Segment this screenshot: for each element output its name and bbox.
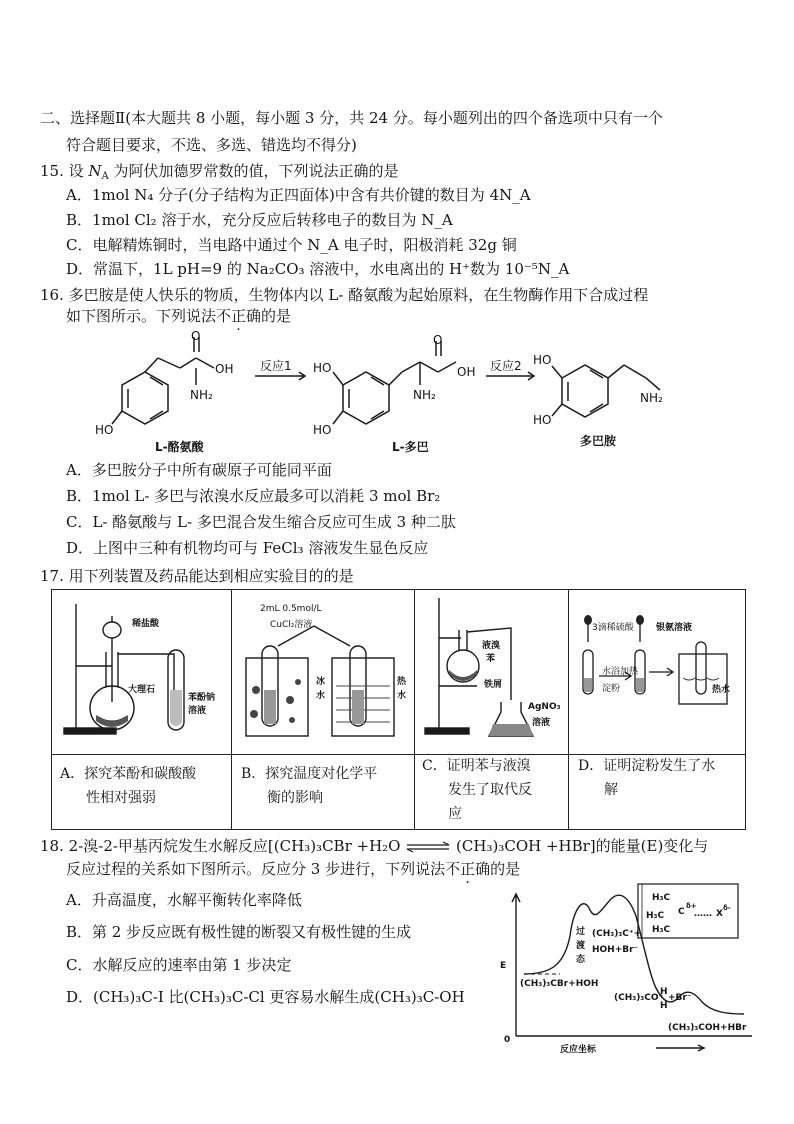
dopa-ho-bottom-label: HO [313,423,332,437]
label-silver-ammonia: 银氨溶液 [656,623,693,633]
label-dilute-hcl: 稀盐酸 [132,619,160,629]
box-carbon: C [678,907,685,917]
ts-label-2: 渡 [576,941,586,951]
caption-d: D．证明淀粉发生了水 解 [578,758,716,798]
label-hot-1: 热 [397,677,407,687]
energy-diagram [490,876,760,1056]
label-iron-filings: 铁屑 [484,680,503,690]
q18-option-a: A．升高温度，水解平衡转化率降低 [66,891,302,909]
dopa-nh2-label: NH₂ [413,388,436,402]
box-h3c-2: H₃C [646,911,665,921]
q15-option-c: C．电解精炼铜时，当电路中通过个 N_A 电子时，阳极消耗 32g 铜 [66,236,517,254]
q18-stem-line-1: 18. 2-溴-2-甲基丙烷发生水解反应[(CH₃)₃CBr +H₂O (CH₃)₃COH +HBr]的能量(E)变化与 [40,837,709,855]
box-x: X [716,909,723,919]
caption-b: B．探究温度对化学平 衡的影响 [241,766,378,806]
q16-stem-line-2: 如下图所示。下列说法不正确的是 [66,307,292,325]
emphasis-not-correct: 不正确 [216,307,262,325]
q15-number: 15. [40,162,64,180]
label-starch: 淀粉 [602,684,621,694]
dopamine-name: 多巴胺 [580,434,617,448]
q16-option-b: B．1mol L- 多巴与浓溴水反应最多可以消耗 3 mol Br₂ [66,487,441,505]
label-hot-water: 热水 [712,685,731,695]
dopamine-ho-top-label: HO [533,353,552,367]
label-reagent-cucl2: CuCl₂溶液 [270,620,313,630]
label-water-bath: 水浴加热 [602,667,639,677]
tyrosine-o-label: O [191,330,201,343]
dopa-name: L-多巴 [392,440,429,454]
label-marble: 大理石 [128,685,156,695]
q15-option-b: B．1mol Cl₂ 溶于水，充分反应后转移电子的数目为 N_A [66,211,453,229]
q15-stem: 15. 设 $N_A$ 为阿伏加德罗常数的值，下列说法正确的是 [40,162,399,182]
apparatus-d-drawing [569,590,745,754]
box-delta-minus: δ- [723,904,731,912]
dopamine-nh2-label: NH₂ [640,391,663,405]
q15-option-a: A．1mol N₄ 分子(分子结构为正四面体)中含有共价键的数目为 4N_A [66,186,531,204]
q18-number: 18. [40,837,64,855]
x-axis-label: 反应坐标 [560,1045,597,1055]
q16-number: 16. [40,286,64,304]
q17-apparatus-table [51,589,746,830]
label-phenolate-2: 溶液 [188,706,207,716]
emphasis-not-correct: 不正确 [445,860,491,878]
q18-option-b: B．第 2 步反应既有极性键的断裂又有极性键的生成 [66,923,412,941]
tyrosine-nh2-label: NH₂ [190,388,213,402]
box-h3c-3: H₃C [652,925,671,935]
oxonium-br: +Br⁻ [668,993,692,1003]
label-agno3-solution: 溶液 [532,718,551,728]
oxonium-h2: H [660,1001,668,1011]
origin-label: 0 [504,1035,511,1045]
label-phenolate-1: 苯酚钠 [188,693,216,703]
label-agno3: AgNO₃ [528,702,561,712]
oxonium-label: (CH₃)₃CO⁺ [614,993,664,1003]
q18-stem-line-2: 反应过程的关系如下图所示。反应分 3 步进行，下列说法不正确的是 [66,860,521,878]
q18-option-c: C．水解反应的速率由第 1 步决定 [66,956,292,974]
q17-stem: 17. 用下列装置及药品能达到相应实验目的的是 [40,567,354,585]
apparatus-c-drawing [415,590,568,754]
q16-option-a: A．多巴胺分子中所有碳原子可能同平面 [66,461,332,479]
intermediate-label-1: (CH₃)₃C⁺+ [592,929,642,939]
e-axis-label: E [500,961,507,971]
apparatus-b-drawing [232,590,414,754]
equilibrium-arrow [405,841,451,853]
ts-label-1: 过 [576,927,586,937]
arrow-2-label: 反应2 [490,359,522,373]
q16-option-c: C．L- 酪氨酸与 L- 多巴混合发生缩合反应可生成 3 种二肽 [66,513,456,531]
tyrosine-ho-label: HO [95,423,114,437]
section-header-line-1: 二、选择题Ⅱ(本大题共 8 小题，每小题 3 分，共 24 分。每小题列出的四个备选项中只有一个 [40,109,663,127]
box-h3c-1: H₃C [652,893,671,903]
apparatus-a-drawing [52,590,231,754]
tyrosine-name: L-酪氨酸 [155,440,204,454]
dopa-o-label: O [433,333,443,347]
q15-option-d: D．常温下，1L pH=9 的 Na₂CO₃ 溶液中，水电离出的 H⁺数为 10⁻⁵N_A [66,260,570,278]
q18-option-d: D．(CH₃)₃C-I 比(CH₃)₃C-Cl 更容易水解生成(CH₃)₃C-OH [66,988,465,1006]
dopamine-ho-bottom-label: HO [533,413,552,427]
label-liquid-bromine: 液溴 [482,641,501,651]
box-dots: …… [694,909,712,919]
box-delta-plus: δ+ [686,902,697,910]
label-dilute-sulfuric: 3滴稀硫酸 [592,623,634,633]
label-ice-2: 水 [316,691,326,701]
label-ice-1: 冰 [316,677,326,687]
q16-stem-line-1: 16. 多巴胺是使人快乐的物质，生物体内以 L- 酪氨酸为起始原料，在生物酶作用下合成过程 [40,286,649,304]
arrow-1-label: 反应1 [260,359,292,373]
q16-option-d: D．上图中三种有机物均可与 FeCl₃ 溶液发生显色反应 [66,539,429,557]
q16-reaction-scheme [0,330,794,455]
tyrosine-oh-label: OH [215,362,234,376]
oxonium-h1: H [660,987,668,997]
ts-label-3: 态 [576,955,586,965]
intermediate-label-2: HOH+Br⁻ [592,945,639,955]
caption-c: C．证明苯与液溴 发生了取代反 应 [422,758,532,822]
dopa-oh-label: OH [457,365,476,379]
label-hot-2: 水 [397,691,407,701]
section-header-line-2: 符合题目要求，不选、多选、错选均不得分) [66,136,357,154]
label-reagent-conc: 2mL 0.5mol/L [260,604,322,614]
q17-number: 17. [40,567,64,585]
product-label: (CH₃)₃COH+HBr [668,1023,747,1033]
label-benzene: 苯 [486,654,496,664]
caption-a: A．探究苯酚和碳酸酸 性相对强弱 [60,766,197,806]
dopa-ho-top-label: HO [313,361,332,375]
reactant-label: (CH₃)₃CBr+HOH [520,979,599,989]
